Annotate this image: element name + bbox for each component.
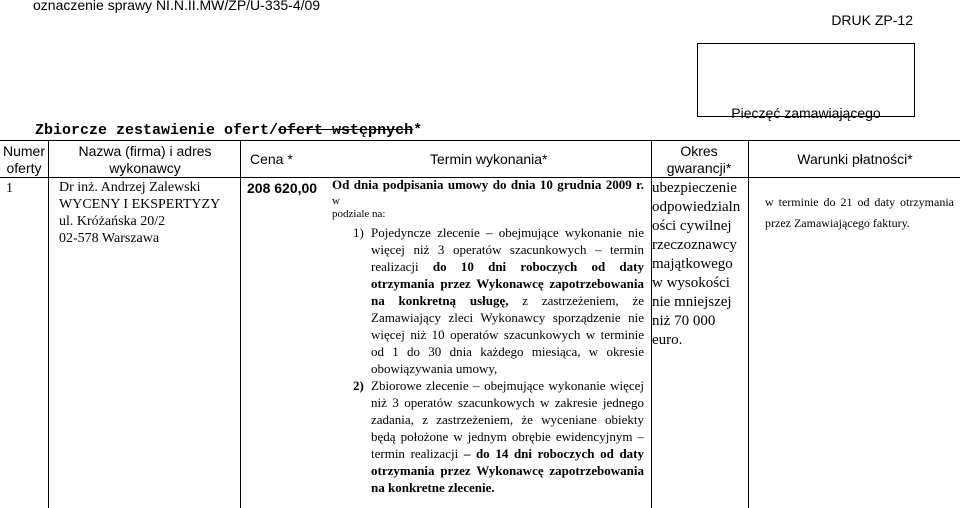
contractor-line: WYCENY I EKSPERTYZY (59, 197, 221, 212)
contractor-cell (59, 179, 239, 247)
terms-item-number: 2) (353, 378, 364, 393)
warranty-line: ości cywilnej (652, 218, 732, 234)
terms-intro (332, 178, 644, 208)
contractor-line: 02-578 Warszawa (59, 231, 160, 246)
terms-intro-tail: w (332, 195, 340, 207)
warranty-line: nie mniejszej (652, 294, 732, 310)
header-warunki: Warunki płatności* (797, 151, 913, 167)
header-okres: Okres gwarancji* (666, 143, 732, 176)
header-nazwa: Nazwa (firma) i adres wykonawcy (78, 143, 212, 176)
col-divider-2 (240, 140, 241, 508)
contractor-line: ul. Króżańska 20/2 (59, 214, 166, 229)
price-value: 208 620,00 (247, 180, 318, 196)
form-number: DRUK ZP-12 (831, 12, 913, 28)
col-divider-4 (748, 140, 749, 508)
col-divider-1 (48, 140, 49, 508)
terms-item-bold: – do 14 dni roboczych od daty otrzymania przez Wykonawcę zapotrzebowania na konkretne zlecenie. (371, 446, 644, 495)
terms-item-text: z zastrzeżeniem, że Zamawiający zleci Wykonawcy sporządzenie nie więcej niż 10 operatów szacunkowych w terminie od 1 do 30 dnia każdego miesiąca, w okresie obowiązywania umowy, (371, 293, 644, 376)
warranty-line: odpowiedzialn (652, 199, 741, 215)
document-title (35, 122, 422, 139)
terms-item (332, 224, 644, 377)
case-reference: oznaczenie sprawy NI.N.II.MW/ZP/U-335-4/09 (33, 0, 321, 13)
stamp-label: Pieczęć zamawiającego (731, 105, 881, 121)
warranty-line: majątkowego (652, 256, 733, 272)
warranty-line: niż 70 000 (652, 313, 716, 329)
terms-item (332, 377, 644, 496)
payment-terms: w terminie do 21 od daty otrzymania przez Zamawiającego faktury. (765, 195, 954, 230)
warranty-cell (652, 179, 747, 350)
terms-item-number: 1) (353, 225, 364, 240)
header-cena: Cena * (250, 151, 293, 167)
warranty-line: rzeczoznawcy (652, 237, 737, 253)
terms-list (332, 224, 644, 496)
terms-item-text: Zbiorowe zlecenie – obejmujące wykonanie więcej niż 3 operatów szacunkowych w zakresie jednego zadania, z zastrzeżeniem, że wyceniane obiekty będą położone w jednym obrębie ewidencyjnym – termin realizacji (371, 378, 644, 461)
title-prefix: Zbiorcze zestawienie ofert/ (35, 122, 279, 139)
contractor-line: Dr inż. Andrzej Zalewski (59, 180, 201, 195)
table-top-border (0, 140, 960, 141)
header-numer: Numer oferty (2, 143, 45, 176)
header-termin: Termin wykonania* (430, 151, 548, 167)
warranty-line: ubezpieczenie (652, 180, 737, 196)
warranty-line: euro. (652, 332, 683, 348)
terms-intro-bold: Od dnia podpisania umowy do dnia 10 grudnia 2009 r. (332, 177, 644, 192)
title-suffix: * (413, 122, 423, 139)
warranty-line: w wysokości (652, 275, 730, 291)
row-number: 1 (6, 181, 13, 196)
terms-intro-line2: podziale na: (332, 208, 386, 220)
terms-item-text: Pojedyncze zlecenie – obejmujące wykonanie nie więcej niż 3 operatów szacunkowych – termin realizacji (371, 225, 644, 274)
title-struck: ofert wstępnych (278, 122, 414, 139)
terms-item-bold: do 10 dni roboczych od daty otrzymania przez Wykonawcę zapotrzebowania na konkretną usługę, (371, 259, 644, 308)
completion-terms (332, 178, 644, 496)
